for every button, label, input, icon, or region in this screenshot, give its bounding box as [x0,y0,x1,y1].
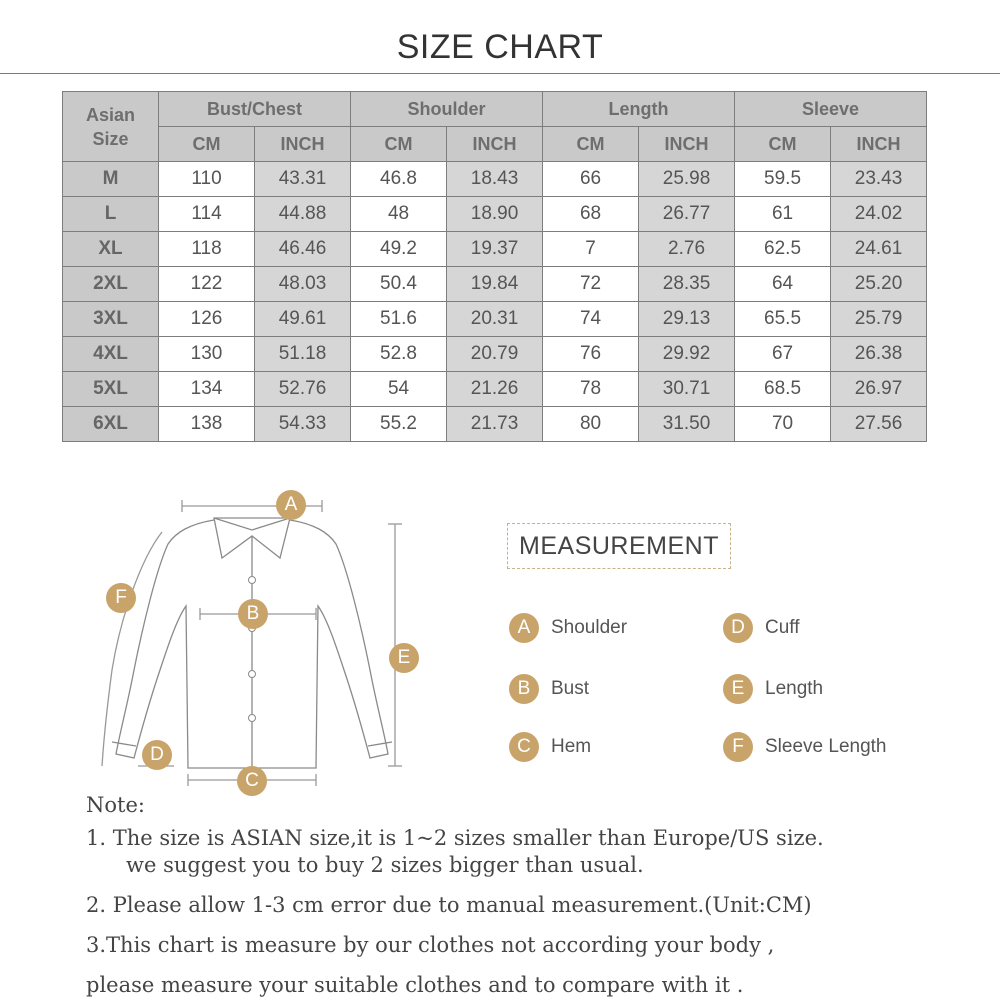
marker-c: C [237,766,267,796]
table-row [63,232,927,267]
table-row [63,337,927,372]
asian-size-header [63,92,159,162]
table-row [63,302,927,337]
cm-value-cell: 61 [735,197,831,232]
cm-value-cell: 130 [159,337,255,372]
legend-letter: A [509,613,539,643]
cm-value-cell: 114 [159,197,255,232]
note-2: 2. Please allow 1-3 cm error due to manual measurement.(Unit:CM) [86,893,812,917]
cm-value-cell: 78 [543,372,639,407]
legend-label: Cuff [765,617,800,638]
size-label-cell: M [63,162,159,197]
table-row [63,162,927,197]
measurement-title: MEASUREMENT [519,532,719,560]
group-header-sleeve: Sleeve [735,92,927,127]
cm-value-cell: 54 [351,372,447,407]
group-header-shoulder: Shoulder [351,92,543,127]
inch-value-cell: 25.98 [639,162,735,197]
cm-value-cell: 48 [351,197,447,232]
unit-header: CM [351,127,447,162]
inch-value-cell: 18.43 [447,162,543,197]
asian-size-header-line1: Asian [85,104,136,125]
inch-value-cell: 26.97 [831,372,927,407]
inch-value-cell: 25.79 [831,302,927,337]
inch-value-cell: 20.31 [447,302,543,337]
legend-label: Shoulder [551,617,628,638]
cm-value-cell: 74 [543,302,639,337]
inch-value-cell: 21.73 [447,407,543,442]
inch-value-cell: 31.50 [639,407,735,442]
unit-header: CM [735,127,831,162]
size-label-cell: XL [63,232,159,267]
inch-value-cell: 2.76 [639,232,735,267]
inch-value-cell: 30.71 [639,372,735,407]
cm-value-cell: 72 [543,267,639,302]
note-3-continued: please measure your suitable clothes and to compare with it . [86,973,744,997]
size-table [62,91,927,442]
legend-label: Length [765,678,824,699]
shirt-illustration [90,480,430,800]
inch-value-cell: 26.38 [831,337,927,372]
cm-value-cell: 51.6 [351,302,447,337]
inch-value-cell: 28.35 [639,267,735,302]
legend-label: Sleeve Length [765,736,887,757]
unit-header: INCH [639,127,735,162]
unit-header-row [63,127,927,162]
table-row [63,197,927,232]
inch-value-cell: 19.37 [447,232,543,267]
cm-value-cell: 138 [159,407,255,442]
inch-value-cell: 29.13 [639,302,735,337]
legend-letter: B [509,674,539,704]
cm-value-cell: 68 [543,197,639,232]
cm-value-cell: 62.5 [735,232,831,267]
page-title: SIZE CHART [396,28,604,66]
marker-e: E [389,643,419,673]
size-label-cell: 6XL [63,407,159,442]
inch-value-cell: 44.88 [255,197,351,232]
cm-value-cell: 46.8 [351,162,447,197]
note-3: 3.This chart is measure by our clothes not according your body , [86,933,775,957]
cm-value-cell: 65.5 [735,302,831,337]
inch-value-cell: 21.26 [447,372,543,407]
measurement-title-box [507,523,731,569]
group-header-bust: Bust/Chest [159,92,351,127]
unit-header: INCH [447,127,543,162]
cm-value-cell: 59.5 [735,162,831,197]
marker-a: A [276,490,306,520]
inch-value-cell: 52.76 [255,372,351,407]
inch-value-cell: 24.61 [831,232,927,267]
inch-value-cell: 24.02 [831,197,927,232]
cm-value-cell: 134 [159,372,255,407]
inch-value-cell: 49.61 [255,302,351,337]
size-label-cell: 5XL [63,372,159,407]
inch-value-cell: 19.84 [447,267,543,302]
cm-value-cell: 122 [159,267,255,302]
note-1-continued: we suggest you to buy 2 sizes bigger than usual. [126,853,644,877]
cm-value-cell: 80 [543,407,639,442]
notes-heading: Note: [86,793,145,817]
inch-value-cell: 23.43 [831,162,927,197]
inch-value-cell: 26.77 [639,197,735,232]
inch-value-cell: 29.92 [639,337,735,372]
inch-value-cell: 25.20 [831,267,927,302]
table-row [63,267,927,302]
cm-value-cell: 66 [543,162,639,197]
marker-b: B [238,599,268,629]
cm-value-cell: 68.5 [735,372,831,407]
table-row [63,372,927,407]
cm-value-cell: 67 [735,337,831,372]
size-label-cell: 2XL [63,267,159,302]
unit-header: CM [543,127,639,162]
title-divider [0,73,1000,74]
marker-f: F [106,583,136,613]
size-label-cell: 4XL [63,337,159,372]
size-label-cell: 3XL [63,302,159,337]
inch-value-cell: 27.56 [831,407,927,442]
inch-value-cell: 48.03 [255,267,351,302]
cm-value-cell: 70 [735,407,831,442]
unit-header: CM [159,127,255,162]
inch-value-cell: 51.18 [255,337,351,372]
marker-d: D [142,740,172,770]
cm-value-cell: 49.2 [351,232,447,267]
legend-letter: D [723,613,753,643]
shirt-diagram [90,480,430,800]
inch-value-cell: 43.31 [255,162,351,197]
size-label-cell: L [63,197,159,232]
cm-value-cell: 7 [543,232,639,267]
inch-value-cell: 20.79 [447,337,543,372]
legend-label: Bust [551,678,590,699]
note-1: 1. The size is ASIAN size,it is 1~2 sizes smaller than Europe/US size. [86,826,824,850]
group-header-length: Length [543,92,735,127]
cm-value-cell: 55.2 [351,407,447,442]
legend-letter: E [723,674,753,704]
cm-value-cell: 64 [735,267,831,302]
unit-header: INCH [255,127,351,162]
table-row [63,407,927,442]
legend-label: Hem [551,736,592,757]
inch-value-cell: 46.46 [255,232,351,267]
cm-value-cell: 126 [159,302,255,337]
cm-value-cell: 118 [159,232,255,267]
inch-value-cell: 18.90 [447,197,543,232]
unit-header: INCH [831,127,927,162]
cm-value-cell: 52.8 [351,337,447,372]
legend-letter: C [509,732,539,762]
asian-size-header-line2: Size [92,128,129,149]
cm-value-cell: 76 [543,337,639,372]
inch-value-cell: 54.33 [255,407,351,442]
cm-value-cell: 50.4 [351,267,447,302]
cm-value-cell: 110 [159,162,255,197]
legend-letter: F [723,732,753,762]
